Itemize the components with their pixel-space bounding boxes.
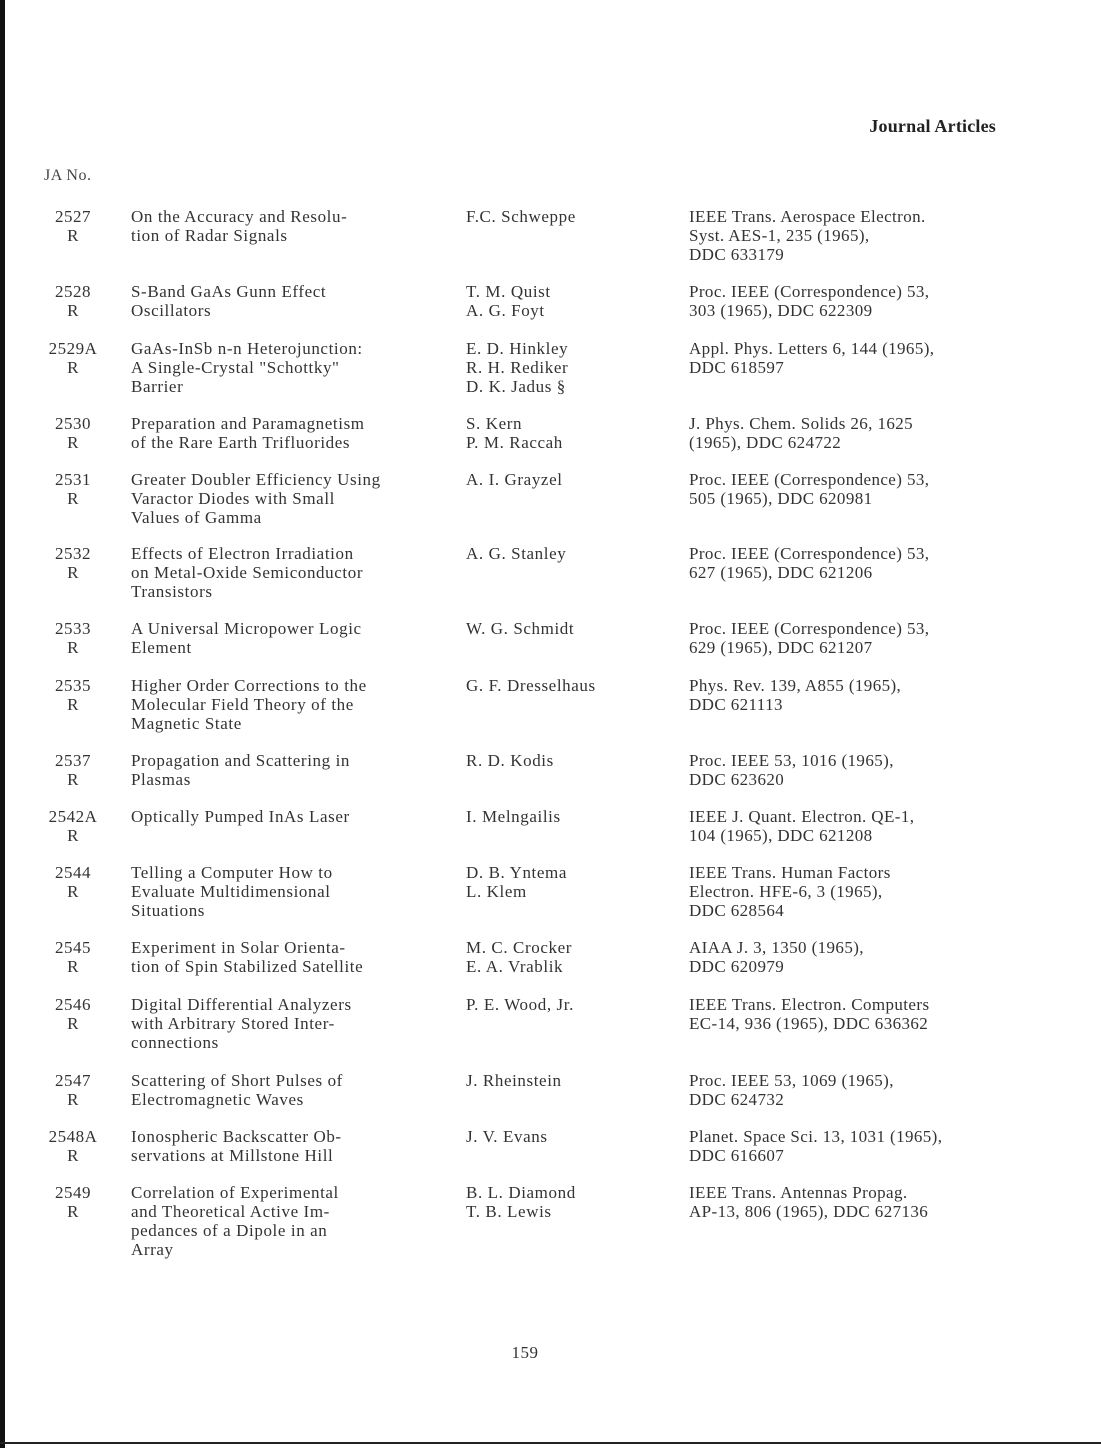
article-title [131,1071,461,1109]
article-title [131,207,461,245]
article-reference [689,1183,1019,1221]
article-reference [689,807,1019,845]
article-title-line: Preparation and Paramagnetism [131,414,365,433]
article-reference-line: 104 (1965), DDC 621208 [689,826,873,845]
ja-number-column-header: JA No. [44,167,92,184]
article-title-line: of the Rare Earth Trifluorides [131,433,351,452]
bottom-rule [0,1442,1101,1444]
article-reference-line: DDC 620979 [689,957,785,976]
article-reference-line: DDC 633179 [689,245,785,264]
ja-number-value: 2537 [55,751,91,770]
article-title [131,1127,461,1165]
article-title-line: Varactor Diodes with Small [131,489,335,508]
article-authors-line: R. D. Kodis [466,751,554,770]
article-authors-line: S. Kern [466,414,523,433]
ja-number-value: 2535 [55,676,91,695]
ja-report-mark: R [67,1146,79,1165]
article-reference-line: DDC 618597 [689,358,785,377]
article-title-line: A Single-Crystal "Schottky" [131,358,340,377]
article-authors-line: F.C. Schweppe [466,207,576,226]
article-reference-line: Electron. HFE-6, 3 (1965), [689,882,883,901]
article-authors [466,544,681,563]
ja-number [44,339,102,377]
article-reference-line: IEEE Trans. Antennas Propag. [689,1183,908,1202]
ja-report-mark: R [67,358,79,377]
article-reference-line: Appl. Phys. Letters 6, 144 (1965), [689,339,935,358]
article-reference-line: DDC 621113 [689,695,783,714]
article-authors-line: R. H. Rediker [466,358,569,377]
article-title-line: Oscillators [131,301,212,320]
article-reference-line: Proc. IEEE (Correspondence) 53, [689,282,930,301]
article-title [131,282,461,320]
ja-number-value: 2528 [55,282,91,301]
article-reference [689,414,1019,452]
article-title-line: Situations [131,901,206,920]
ja-number [44,995,102,1033]
article-title-line: Magnetic State [131,714,242,733]
ja-report-mark: R [67,563,79,582]
article-reference-line: 303 (1965), DDC 622309 [689,301,873,320]
article-reference-line: 629 (1965), DDC 621207 [689,638,873,657]
article-authors-line: E. D. Hinkley [466,339,569,358]
article-title-line: Plasmas [131,770,191,789]
article-authors-line: P. E. Wood, Jr. [466,995,574,1014]
article-title-line: A Universal Micropower Logic [131,619,362,638]
article-title [131,863,461,920]
article-reference-line: DDC 623620 [689,770,785,789]
ja-report-mark: R [67,957,79,976]
article-title [131,544,461,601]
article-title-line: Electromagnetic Waves [131,1090,304,1109]
article-reference-line: Proc. IEEE (Correspondence) 53, [689,619,930,638]
article-title-line: and Theoretical Active Im- [131,1202,330,1221]
article-reference [689,676,1019,714]
article-reference [689,1127,1019,1165]
article-title-line: Evaluate Multidimensional [131,882,331,901]
article-reference-line: DDC 628564 [689,901,785,920]
article-reference [689,282,1019,320]
article-title-line: connections [131,1033,219,1052]
article-authors-line: I. Melngailis [466,807,561,826]
ja-report-mark: R [67,489,79,508]
article-reference-line: Syst. AES-1, 235 (1965), [689,226,870,245]
ja-report-mark: R [67,1202,79,1221]
article-authors-line: T. B. Lewis [466,1202,552,1221]
ja-number [44,544,102,582]
ja-report-mark: R [67,826,79,845]
page-number: 159 [511,1343,539,1362]
ja-number-value: 2547 [55,1071,91,1090]
ja-number-value: 2529A [48,339,98,358]
article-title-line: with Arbitrary Stored Inter- [131,1014,335,1033]
ja-number [44,938,102,976]
article-reference [689,751,1019,789]
article-reference-line: Proc. IEEE 53, 1016 (1965), [689,751,894,770]
article-reference-line: 627 (1965), DDC 621206 [689,563,873,582]
article-reference-line: Proc. IEEE (Correspondence) 53, [689,470,930,489]
ja-number-value: 2527 [55,207,91,226]
article-title [131,1183,461,1259]
article-title-line: Digital Differential Analyzers [131,995,352,1014]
article-authors-line: D. K. Jadus § [466,377,566,396]
article-title-line: Greater Doubler Efficiency Using [131,470,381,489]
article-title [131,339,461,396]
article-authors [466,339,681,396]
article-authors [466,995,681,1014]
article-authors-line: W. G. Schmidt [466,619,575,638]
article-authors [466,1127,681,1146]
article-authors-line: E. A. Vrablik [466,957,564,976]
section-title: Journal Articles [869,116,996,136]
article-reference [689,619,1019,657]
article-title-line: Molecular Field Theory of the [131,695,354,714]
article-reference-line: IEEE Trans. Human Factors [689,863,891,882]
ja-number [44,807,102,845]
ja-report-mark: R [67,433,79,452]
ja-number [44,282,102,320]
article-title [131,470,461,527]
article-authors [466,938,681,976]
ja-number-value: 2530 [55,414,91,433]
article-reference-line: DDC 616607 [689,1146,785,1165]
ja-report-mark: R [67,1090,79,1109]
article-title-line: Barrier [131,377,184,396]
article-authors-line: P. M. Raccah [466,433,563,452]
article-authors-line: L. Klem [466,882,527,901]
article-reference [689,544,1019,582]
article-reference-line: (1965), DDC 624722 [689,433,842,452]
article-title-line: Optically Pumped InAs Laser [131,807,350,826]
article-authors-line: G. F. Dresselhaus [466,676,596,695]
article-title [131,807,461,826]
ja-number-value: 2548A [48,1127,98,1146]
article-reference-line: 505 (1965), DDC 620981 [689,489,873,508]
ja-number-value: 2545 [55,938,91,957]
article-reference [689,995,1019,1033]
article-reference [689,339,1019,377]
article-authors-line: B. L. Diamond [466,1183,576,1202]
ja-number [44,207,102,245]
article-title-line: pedances of a Dipole in an [131,1221,328,1240]
article-title-line: Experiment in Solar Orienta- [131,938,346,957]
article-title-line: Array [131,1240,174,1259]
article-reference-line: Proc. IEEE (Correspondence) 53, [689,544,930,563]
page-binding-edge [0,0,5,1448]
ja-report-mark: R [67,226,79,245]
ja-report-mark: R [67,1014,79,1033]
ja-number [44,863,102,901]
article-title-line: Telling a Computer How to [131,863,333,882]
article-authors-line: J. V. Evans [466,1127,548,1146]
article-authors-line: A. I. Grayzel [466,470,563,489]
ja-number [44,470,102,508]
ja-report-mark: R [67,638,79,657]
article-authors-line: T. M. Quist [466,282,551,301]
ja-number-value: 2546 [55,995,91,1014]
article-title-line: tion of Spin Stabilized Satellite [131,957,364,976]
article-title [131,938,461,976]
ja-number [44,414,102,452]
ja-number [44,619,102,657]
ja-number [44,1183,102,1221]
article-authors-line: D. B. Yntema [466,863,567,882]
article-authors [466,414,681,452]
ja-number-value: 2542A [48,807,98,826]
ja-report-mark: R [67,695,79,714]
ja-number-value: 2533 [55,619,91,638]
article-authors [466,807,681,826]
article-title-line: Effects of Electron Irradiation [131,544,354,563]
article-reference-line: Planet. Space Sci. 13, 1031 (1965), [689,1127,943,1146]
ja-number [44,1071,102,1109]
article-reference-line: DDC 624732 [689,1090,785,1109]
article-reference-line: AIAA J. 3, 1350 (1965), [689,938,864,957]
article-title-line: Propagation and Scattering in [131,751,350,770]
article-title [131,751,461,789]
article-authors-line: J. Rheinstein [466,1071,562,1090]
article-title-line: Correlation of Experimental [131,1183,339,1202]
article-reference [689,938,1019,976]
article-title [131,619,461,657]
article-title-line: Transistors [131,582,213,601]
article-title-line: GaAs-InSb n-n Heterojunction: [131,339,363,358]
article-title [131,676,461,733]
article-title-line: tion of Radar Signals [131,226,288,245]
article-title-line: Values of Gamma [131,508,262,527]
ja-number-value: 2544 [55,863,91,882]
ja-report-mark: R [67,882,79,901]
article-authors [466,863,681,901]
article-reference-line: EC-14, 936 (1965), DDC 636362 [689,1014,929,1033]
article-authors-line: M. C. Crocker [466,938,573,957]
article-reference-line: AP-13, 806 (1965), DDC 627136 [689,1202,929,1221]
article-authors [466,751,681,770]
article-title-line: Scattering of Short Pulses of [131,1071,343,1090]
article-authors [466,619,681,638]
ja-number-value: 2532 [55,544,91,563]
ja-number [44,676,102,714]
article-authors [466,676,681,695]
article-reference [689,207,1019,264]
article-title-line: on Metal-Oxide Semiconductor [131,563,364,582]
ja-number [44,1127,102,1165]
article-authors [466,470,681,489]
ja-number-value: 2531 [55,470,91,489]
article-title-line: Ionospheric Backscatter Ob- [131,1127,342,1146]
article-reference [689,863,1019,920]
article-reference-line: IEEE Trans. Aerospace Electron. [689,207,926,226]
article-reference [689,1071,1019,1109]
article-reference-line: IEEE J. Quant. Electron. QE-1, [689,807,915,826]
article-title-line: On the Accuracy and Resolu- [131,207,348,226]
article-authors-line: A. G. Foyt [466,301,545,320]
article-reference-line: Proc. IEEE 53, 1069 (1965), [689,1071,894,1090]
article-title-line: Element [131,638,192,657]
article-reference-line: IEEE Trans. Electron. Computers [689,995,930,1014]
article-reference-line: J. Phys. Chem. Solids 26, 1625 [689,414,914,433]
ja-report-mark: R [67,301,79,320]
article-title [131,995,461,1052]
article-title-line: S-Band GaAs Gunn Effect [131,282,327,301]
ja-number-value: 2549 [55,1183,91,1202]
article-authors [466,1071,681,1090]
article-authors [466,1183,681,1221]
article-title-line: servations at Millstone Hill [131,1146,334,1165]
article-authors [466,282,681,320]
article-title [131,414,461,452]
article-title-line: Higher Order Corrections to the [131,676,367,695]
article-reference [689,470,1019,508]
article-authors [466,207,681,226]
ja-report-mark: R [67,770,79,789]
article-authors-line: A. G. Stanley [466,544,567,563]
ja-number [44,751,102,789]
article-reference-line: Phys. Rev. 139, A855 (1965), [689,676,902,695]
